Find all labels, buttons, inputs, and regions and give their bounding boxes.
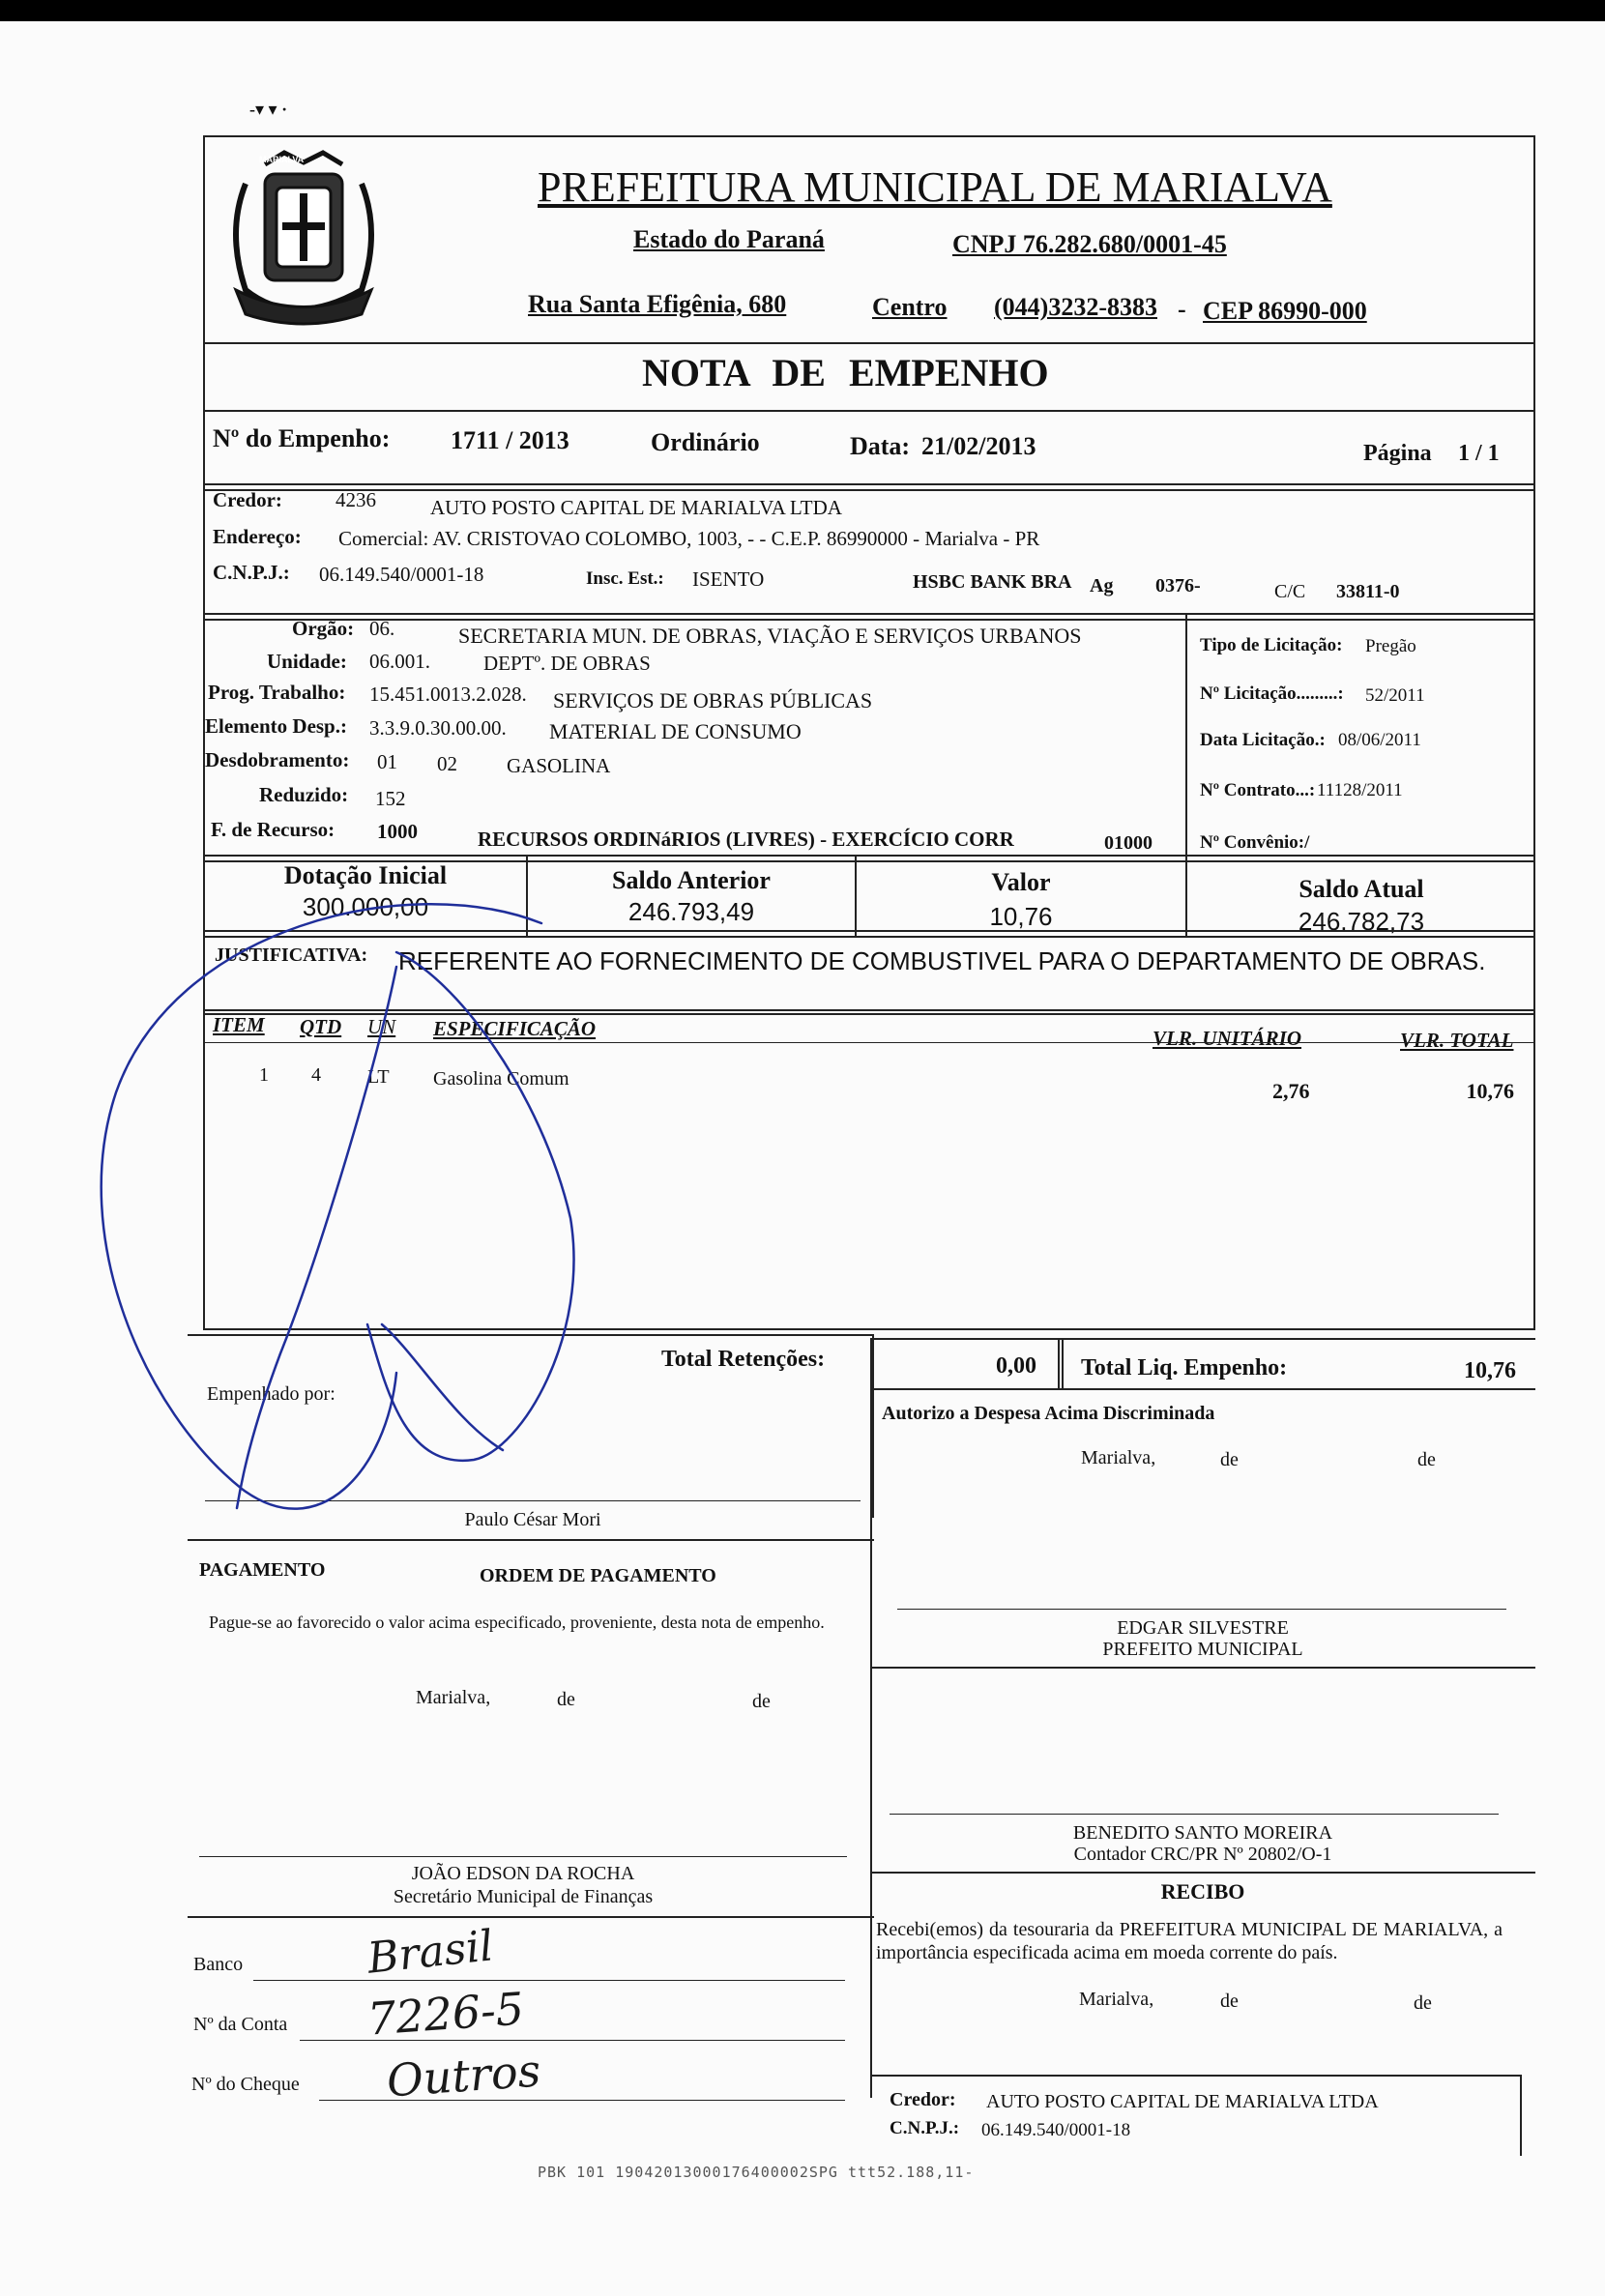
prog-code: 15.451.0013.2.028. <box>369 683 527 706</box>
header-cep: CEP 86990-000 <box>1203 297 1367 325</box>
page-number: 1 / 1 <box>1458 441 1500 466</box>
orgao-code: 06. <box>369 617 395 640</box>
valor-value: 10,76 <box>989 902 1053 931</box>
licitacao-number: 52/2011 <box>1365 685 1425 706</box>
row-qtd: 4 <box>311 1064 321 1086</box>
unidade-code: 06.001. <box>369 650 430 673</box>
dotacao-inicial-value: 300.000,00 <box>302 892 429 921</box>
banco-value: Brasil <box>365 1921 496 1984</box>
justificativa-label: JUSTIFICATIVA: <box>215 945 368 966</box>
recibo-texto: Recebi(emos) da tesouraria da PREFEITURA MUNICIPAL DE MARIALVA, a importância especificada acima em moeda corrente do país. <box>876 1919 1503 1963</box>
recibo-de-2: de <box>1414 1992 1432 2014</box>
convenio-label: Nº Convênio:/ <box>1200 832 1310 853</box>
credor-name: AUTO POSTO CAPITAL DE MARIALVA LTDA <box>430 496 842 519</box>
autorizo-local: Marialva, <box>1081 1447 1156 1468</box>
cheque-value: Outros <box>385 2044 542 2107</box>
ordem-pagamento-label: ORDEM DE PAGAMENTO <box>480 1565 716 1586</box>
justificativa-text: REFERENTE AO FORNECIMENTO DE COMBUSTIVEL PARA O DEPARTAMENTO DE OBRAS. <box>398 946 1486 975</box>
empenho-type: Ordinário <box>651 428 760 456</box>
row-unit: 2,76 <box>1272 1079 1310 1103</box>
empenho-label: Nº do Empenho: <box>213 424 391 452</box>
elemento-code: 3.3.9.0.30.00.00. <box>369 716 507 740</box>
bank-name: HSBC BANK BRA <box>913 571 1072 593</box>
licitacao-number-label: Nº Licitação.........: <box>1200 683 1344 704</box>
date-label: Data: <box>850 432 911 460</box>
autorizo-de-2: de <box>1417 1449 1436 1470</box>
prefeito-nome: EDGAR SILVESTRE <box>1117 1617 1289 1639</box>
desdob-a: 01 <box>377 750 397 773</box>
recibo-cnpj-label: C.N.P.J.: <box>890 2118 960 2138</box>
ie-label: Insc. Est.: <box>586 568 664 589</box>
prefeito-cargo: PREFEITO MUNICIPAL <box>1102 1639 1303 1660</box>
retencoes-value: 0,00 <box>996 1353 1036 1379</box>
orgao-name: SECRETARIA MUN. DE OBRAS, VIAÇÃO E SERVIÇOS URBANOS <box>458 624 1082 648</box>
row-total: 10,76 <box>1466 1079 1514 1103</box>
cheque-label: Nº do Cheque <box>191 2074 300 2095</box>
retencoes-label: Total Retenções: <box>661 1347 826 1372</box>
agency-number: 0376- <box>1155 575 1201 596</box>
cnpj-label: C.N.P.J.: <box>213 561 290 584</box>
agency-label: Ag <box>1090 575 1114 596</box>
desdob-b: 02 <box>437 752 457 775</box>
secretario-cargo: Secretário Municipal de Finanças <box>393 1886 654 1907</box>
row-item: 1 <box>259 1064 269 1086</box>
pagamento-local: Marialva, <box>416 1687 491 1708</box>
header-dash: - <box>1178 295 1186 323</box>
col-unit-header: VLR. UNITÁRIO <box>1153 1027 1302 1050</box>
row-un: LT <box>367 1066 390 1088</box>
recurso-tail: 01000 <box>1104 832 1153 854</box>
secretario-nome: JOÃO EDSON DA ROCHA <box>411 1863 635 1884</box>
page-label: Página <box>1363 441 1432 466</box>
desdob-name: GASOLINA <box>507 754 611 777</box>
credor-cnpj: 06.149.540/0001-18 <box>319 563 484 586</box>
reduzido-label: Reduzido: <box>259 783 349 806</box>
contrato-label: Nº Contrato...: <box>1200 780 1316 800</box>
conta-label: Nº da Conta <box>193 2014 288 2035</box>
header-street: Rua Santa Efigênia, 680 <box>528 290 787 318</box>
elemento-label: Elemento Desp.: <box>205 714 347 738</box>
reduzido-value: 152 <box>375 787 406 810</box>
pagamento-de-2: de <box>752 1691 771 1712</box>
empenhado-nome: Paulo César Mori <box>464 1509 601 1530</box>
tipo-licitacao-label: Tipo de Licitação: <box>1200 635 1343 655</box>
account-label: C/C <box>1274 581 1306 602</box>
page-title: PREFEITURA MUNICIPAL DE MARIALVA <box>538 163 1332 211</box>
recibo-local: Marialva, <box>1079 1989 1154 2010</box>
state-label: Estado do Paraná <box>633 225 825 253</box>
recibo-credor: AUTO POSTO CAPITAL DE MARIALVA LTDA <box>986 2091 1379 2112</box>
licitacao-date: 08/06/2011 <box>1338 730 1421 750</box>
recibo-credor-label: Credor: <box>890 2089 956 2110</box>
conta-value: 7226-5 <box>365 1982 526 2046</box>
header-cnpj: CNPJ 76.282.680/0001-45 <box>952 230 1227 258</box>
recurso-code: 1000 <box>377 820 418 843</box>
contador-cargo: Contador CRC/PR Nº 20802/O-1 <box>1073 1844 1332 1865</box>
empenhado-label: Empenhado por: <box>207 1383 336 1405</box>
col-qtd-header: QTD <box>300 1015 342 1038</box>
contador-nome: BENEDITO SANTO MOREIRA <box>1072 1822 1333 1844</box>
doc-title: NOTA DE EMPENHO <box>642 351 1049 394</box>
autorizo-text: Autorizo a Despesa Acima Discriminada <box>882 1403 1215 1424</box>
recibo-de-1: de <box>1220 1991 1239 2012</box>
credor-address: Comercial: AV. CRISTOVAO COLOMBO, 1003, - - C.E.P. 86990000 - Marialva - PR <box>338 527 1040 550</box>
pagamento-de-1: de <box>557 1689 575 1710</box>
saldo-anterior-label: Saldo Anterior <box>612 866 771 894</box>
pagamento-label: PAGAMENTO <box>199 1559 326 1581</box>
recurso-name: RECURSOS ORDINáRIOS (LIVRES) - EXERCÍCIO CORR <box>478 828 1014 851</box>
prog-name: SERVIÇOS DE OBRAS PÚBLICAS <box>553 688 873 712</box>
dotacao-inicial-label: Dotação Inicial <box>283 861 448 889</box>
tipo-licitacao: Pregão <box>1365 636 1416 656</box>
header-phone: (044)3232-8383 <box>994 293 1157 321</box>
prog-label: Prog. Trabalho: <box>208 681 346 704</box>
credor-ie: ISENTO <box>692 567 765 591</box>
recibo-cnpj: 06.149.540/0001-18 <box>981 2120 1131 2140</box>
saldo-atual-label: Saldo Atual <box>1299 875 1424 903</box>
address-label: Endereço: <box>213 525 302 548</box>
footer-code: PBK 101 19042013000176400002SPG ttt52.188,11- <box>538 2164 975 2181</box>
unidade-name: DEPTº. DE OBRAS <box>483 652 651 675</box>
liquido-label: Total Liq. Empenho: <box>1081 1355 1288 1381</box>
credor-code: 4236 <box>336 488 376 511</box>
elemento-name: MATERIAL DE CONSUMO <box>549 719 802 743</box>
scan-mark: -▾ ▾ · <box>249 100 288 119</box>
liquido-value: 10,76 <box>1464 1358 1516 1383</box>
orgao-label: Orgão: <box>292 617 355 640</box>
account-number: 33811-0 <box>1336 581 1400 602</box>
row-esp: Gasolina Comum <box>433 1068 569 1090</box>
empenho-number: 1711 / 2013 <box>451 426 569 454</box>
autorizo-de-1: de <box>1220 1449 1239 1470</box>
contrato-number: 11128/2011 <box>1317 780 1403 800</box>
empenho-date: 21/02/2013 <box>921 432 1036 460</box>
recurso-label: F. de Recurso: <box>211 818 336 841</box>
desdob-label: Desdobramento: <box>205 748 350 771</box>
pagamento-texto: Pague-se ao favorecido o valor acima especificado, proveniente, desta nota de empenho. <box>209 1613 825 1632</box>
credor-label: Credor: <box>213 488 282 511</box>
saldo-atual-value: 246.782,73 <box>1298 907 1425 936</box>
col-un-header: UN <box>367 1015 396 1038</box>
header-district: Centro <box>872 293 948 321</box>
col-total-header: VLR. TOTAL <box>1400 1029 1514 1052</box>
coat-of-arms-text: MARIALVA <box>259 155 305 164</box>
unidade-label: Unidade: <box>267 650 347 673</box>
col-esp-header: ESPECIFICAÇÃO <box>433 1017 597 1040</box>
col-item-header: ITEM <box>213 1013 265 1036</box>
valor-label: Valor <box>991 868 1051 896</box>
banco-label: Banco <box>193 1954 244 1975</box>
licitacao-date-label: Data Licitação.: <box>1200 730 1326 750</box>
saldo-anterior-value: 246.793,49 <box>627 897 755 926</box>
recibo-title: RECIBO <box>1160 1879 1245 1904</box>
